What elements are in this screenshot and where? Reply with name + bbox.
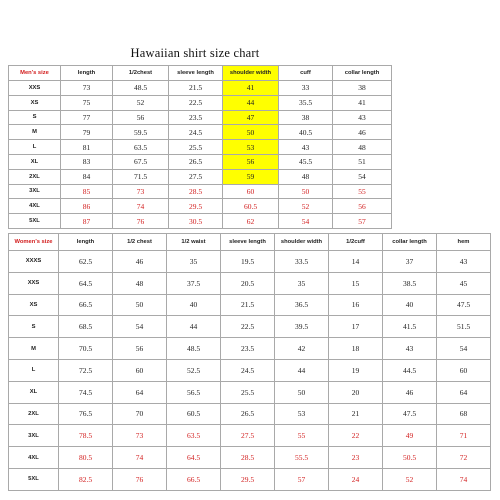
table-row <box>9 272 491 294</box>
table-cell: 48.5 <box>113 81 169 96</box>
table-cell: 84 <box>61 169 113 184</box>
table-cell: 45 <box>437 272 491 294</box>
table-cell: 54 <box>333 169 392 184</box>
table-cell: 67.5 <box>113 154 169 169</box>
table-cell: 25.5 <box>169 140 223 155</box>
table-cell: 83 <box>61 154 113 169</box>
table-row <box>9 468 491 490</box>
table-cell: 24.5 <box>221 359 275 381</box>
table-cell: 55.5 <box>275 447 329 469</box>
table-cell: 47.5 <box>437 294 491 316</box>
table-row <box>9 359 491 381</box>
table-cell: 56.5 <box>167 381 221 403</box>
size-label: L <box>9 359 59 381</box>
table-cell: 59 <box>223 169 279 184</box>
size-label: 4XL <box>9 199 61 214</box>
column-header: hem <box>437 234 491 251</box>
size-label: M <box>9 125 61 140</box>
table-cell: 66.5 <box>59 294 113 316</box>
table-cell: 23 <box>329 447 383 469</box>
table-row <box>9 403 491 425</box>
table-cell: 59.5 <box>113 125 169 140</box>
table-cell: 52 <box>383 468 437 490</box>
table-row <box>9 447 491 469</box>
size-label: 4XL <box>9 447 59 469</box>
table-cell: 68.5 <box>59 316 113 338</box>
table-cell: 51 <box>333 154 392 169</box>
table-cell: 81 <box>61 140 113 155</box>
table-cell: 41.5 <box>383 316 437 338</box>
table-cell: 64 <box>113 381 167 403</box>
table-cell: 60 <box>437 359 491 381</box>
table-cell: 43 <box>383 338 437 360</box>
table-cell: 24.5 <box>169 125 223 140</box>
table-cell: 76 <box>113 214 169 229</box>
table-cell: 28.5 <box>221 447 275 469</box>
table-row <box>9 154 392 169</box>
table-cell: 82.5 <box>59 468 113 490</box>
table-row <box>9 184 392 199</box>
table-cell: 74 <box>113 447 167 469</box>
size-label: 5XL <box>9 214 61 229</box>
table-row <box>9 294 491 316</box>
table-cell: 64.5 <box>167 447 221 469</box>
size-label: S <box>9 316 59 338</box>
table-cell: 87 <box>61 214 113 229</box>
table-cell: 20.5 <box>221 272 275 294</box>
table-cell: 26.5 <box>221 403 275 425</box>
table-cell: 19.5 <box>221 251 275 273</box>
table-cell: 24 <box>329 468 383 490</box>
table-cell: 30.5 <box>169 214 223 229</box>
table-cell: 44.5 <box>383 359 437 381</box>
table-cell: 18 <box>329 338 383 360</box>
table-cell: 44 <box>167 316 221 338</box>
column-header: 1/2chest <box>113 66 169 81</box>
table-cell: 57 <box>333 214 392 229</box>
table-row <box>9 214 392 229</box>
table-cell: 19 <box>329 359 383 381</box>
column-header: length <box>61 66 113 81</box>
table-cell: 54 <box>113 316 167 338</box>
table-cell: 21.5 <box>221 294 275 316</box>
table-cell: 21 <box>329 403 383 425</box>
table-cell: 27.5 <box>221 425 275 447</box>
table-cell: 35.5 <box>279 95 333 110</box>
table-cell: 72 <box>437 447 491 469</box>
table-cell: 48.5 <box>167 338 221 360</box>
size-label: M <box>9 338 59 360</box>
table-cell: 51.5 <box>437 316 491 338</box>
size-label: 5XL <box>9 468 59 490</box>
table-cell: 46 <box>383 381 437 403</box>
table-cell: 38.5 <box>383 272 437 294</box>
table-cell: 54 <box>437 338 491 360</box>
table-cell: 73 <box>113 184 169 199</box>
table-cell: 63.5 <box>113 140 169 155</box>
table-cell: 46 <box>113 251 167 273</box>
table-cell: 49 <box>383 425 437 447</box>
table-cell: 54 <box>279 214 333 229</box>
table-cell: 35 <box>167 251 221 273</box>
table-cell: 78.5 <box>59 425 113 447</box>
column-header: length <box>59 234 113 251</box>
table-row <box>9 95 392 110</box>
table-cell: 66.5 <box>167 468 221 490</box>
table-cell: 48 <box>333 140 392 155</box>
table-cell: 50 <box>223 125 279 140</box>
size-label: 3XL <box>9 184 61 199</box>
size-label: XXS <box>9 272 59 294</box>
table-cell: 41 <box>333 95 392 110</box>
table-cell: 70 <box>113 403 167 425</box>
table-row <box>9 125 392 140</box>
column-header: cuff <box>279 66 333 81</box>
table-cell: 53 <box>223 140 279 155</box>
column-header: 1/2cuff <box>329 234 383 251</box>
womens-size-table <box>8 233 491 491</box>
table-cell: 79 <box>61 125 113 140</box>
column-header: collar length <box>383 234 437 251</box>
table-cell: 27.5 <box>169 169 223 184</box>
table-cell: 86 <box>61 199 113 214</box>
table-cell: 26.5 <box>169 154 223 169</box>
table-row <box>9 169 392 184</box>
column-header: shoulder width <box>223 66 279 81</box>
table-cell: 44 <box>223 95 279 110</box>
table-cell: 68 <box>437 403 491 425</box>
table-cell: 15 <box>329 272 383 294</box>
table-cell: 60 <box>113 359 167 381</box>
column-header: 1/2 chest <box>113 234 167 251</box>
table-cell: 60 <box>223 184 279 199</box>
table-cell: 40 <box>167 294 221 316</box>
size-label: 2XL <box>9 403 59 425</box>
table-cell: 22.5 <box>169 95 223 110</box>
table-cell: 74 <box>437 468 491 490</box>
column-header: sleeve length <box>221 234 275 251</box>
table-cell: 80.5 <box>59 447 113 469</box>
table-cell: 50 <box>113 294 167 316</box>
table-cell: 21.5 <box>169 81 223 96</box>
table-cell: 35 <box>275 272 329 294</box>
size-label: XXXS <box>9 251 59 273</box>
table-cell: 71.5 <box>113 169 169 184</box>
table-cell: 76 <box>113 468 167 490</box>
table-cell: 44 <box>275 359 329 381</box>
table-cell: 74.5 <box>59 381 113 403</box>
size-label: 2XL <box>9 169 61 184</box>
table-cell: 20 <box>329 381 383 403</box>
table-cell: 40.5 <box>279 125 333 140</box>
table-cell: 62.5 <box>59 251 113 273</box>
table-cell: 48 <box>279 169 333 184</box>
table-cell: 43 <box>437 251 491 273</box>
table-cell: 50 <box>275 381 329 403</box>
table-cell: 38 <box>333 81 392 96</box>
column-header: sleeve length <box>169 66 223 81</box>
table-cell: 50.5 <box>383 447 437 469</box>
table-row <box>9 110 392 125</box>
table-cell: 36.5 <box>275 294 329 316</box>
table-cell: 38 <box>279 110 333 125</box>
table-row <box>9 381 491 403</box>
header-row <box>9 66 392 81</box>
column-header: 1/2 waist <box>167 234 221 251</box>
table-cell: 53 <box>275 403 329 425</box>
table-cell: 22.5 <box>221 316 275 338</box>
size-label: XS <box>9 294 59 316</box>
table-cell: 64.5 <box>59 272 113 294</box>
table-row <box>9 251 491 273</box>
table-cell: 48 <box>113 272 167 294</box>
table-cell: 52.5 <box>167 359 221 381</box>
table-cell: 25.5 <box>221 381 275 403</box>
table-cell: 37.5 <box>167 272 221 294</box>
table-cell: 71 <box>437 425 491 447</box>
table-cell: 72.5 <box>59 359 113 381</box>
table-cell: 23.5 <box>221 338 275 360</box>
table-cell: 37 <box>383 251 437 273</box>
table-cell: 75 <box>61 95 113 110</box>
size-label: XL <box>9 381 59 403</box>
table-cell: 29.5 <box>221 468 275 490</box>
column-header: shoulder width <box>275 234 329 251</box>
table-cell: 40 <box>383 294 437 316</box>
table-cell: 41 <box>223 81 279 96</box>
table-cell: 74 <box>113 199 169 214</box>
table-cell: 28.5 <box>169 184 223 199</box>
table-cell: 43 <box>333 110 392 125</box>
table-cell: 70.5 <box>59 338 113 360</box>
table-cell: 85 <box>61 184 113 199</box>
mens-size-table <box>8 65 392 229</box>
table-cell: 17 <box>329 316 383 338</box>
table-row <box>9 338 491 360</box>
size-label: L <box>9 140 61 155</box>
table-cell: 62 <box>223 214 279 229</box>
size-label: XXS <box>9 81 61 96</box>
size-label: XS <box>9 95 61 110</box>
table-cell: 52 <box>113 95 169 110</box>
table-cell: 56 <box>113 338 167 360</box>
table-cell: 56 <box>113 110 169 125</box>
table-cell: 55 <box>275 425 329 447</box>
size-label: XL <box>9 154 61 169</box>
table-cell: 64 <box>437 381 491 403</box>
table-cell: 77 <box>61 110 113 125</box>
table-cell: 47.5 <box>383 403 437 425</box>
table-cell: 33 <box>279 81 333 96</box>
table-cell: 55 <box>333 184 392 199</box>
table-cell: 42 <box>275 338 329 360</box>
table-row <box>9 199 392 214</box>
table-row <box>9 140 392 155</box>
table-cell: 29.5 <box>169 199 223 214</box>
table-row <box>9 316 491 338</box>
table-cell: 57 <box>275 468 329 490</box>
header-row <box>9 234 491 251</box>
table-cell: 39.5 <box>275 316 329 338</box>
table-row <box>9 81 392 96</box>
table-cell: 47 <box>223 110 279 125</box>
table-cell: 45.5 <box>279 154 333 169</box>
size-label: S <box>9 110 61 125</box>
size-column-header: Women's size <box>9 234 59 251</box>
chart-title: Hawaiian shirt size chart <box>130 46 260 60</box>
table-cell: 73 <box>113 425 167 447</box>
table-cell: 14 <box>329 251 383 273</box>
table-cell: 23.5 <box>169 110 223 125</box>
table-cell: 60.5 <box>223 199 279 214</box>
table-cell: 56 <box>223 154 279 169</box>
table-cell: 56 <box>333 199 392 214</box>
table-cell: 73 <box>61 81 113 96</box>
table-cell: 46 <box>333 125 392 140</box>
table-cell: 43 <box>279 140 333 155</box>
table-cell: 22 <box>329 425 383 447</box>
table-cell: 33.5 <box>275 251 329 273</box>
table-cell: 52 <box>279 199 333 214</box>
table-cell: 16 <box>329 294 383 316</box>
table-cell: 63.5 <box>167 425 221 447</box>
table-cell: 60.5 <box>167 403 221 425</box>
column-header: collar length <box>333 66 392 81</box>
size-column-header: Men's size <box>9 66 61 81</box>
table-cell: 76.5 <box>59 403 113 425</box>
size-label: 3XL <box>9 425 59 447</box>
table-cell: 50 <box>279 184 333 199</box>
table-row <box>9 425 491 447</box>
